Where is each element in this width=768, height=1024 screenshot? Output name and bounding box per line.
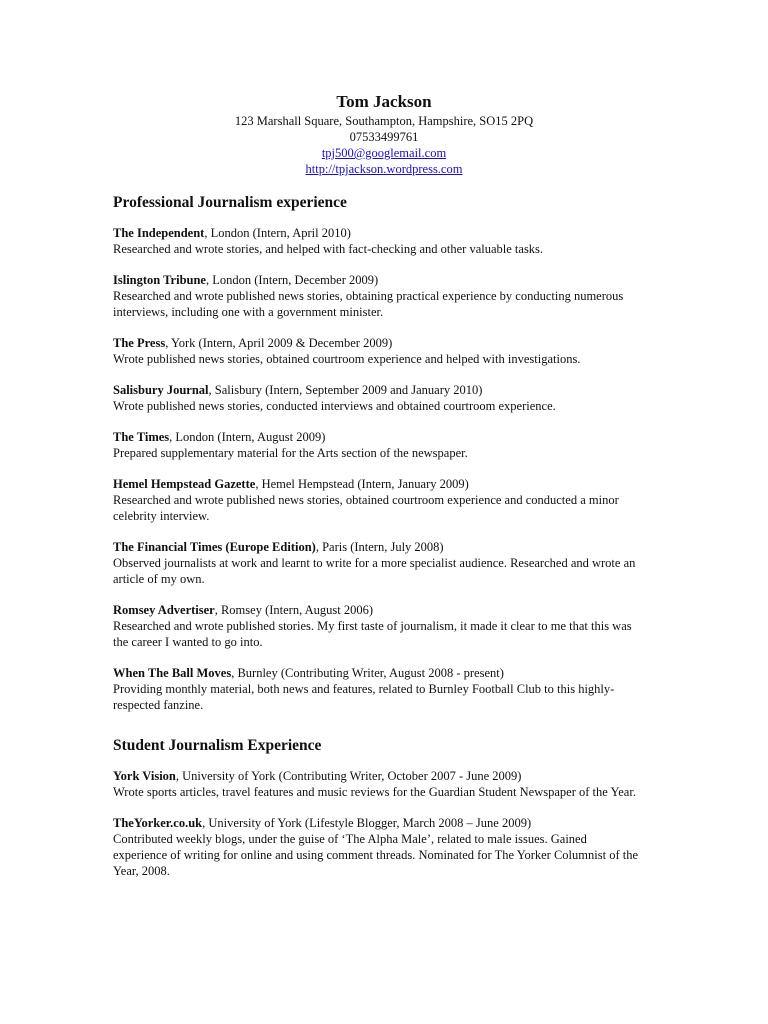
section-title: Student Journalism Experience xyxy=(113,737,322,754)
role-details: , London (Intern, August 2009) xyxy=(169,430,326,444)
role-details: , University of York (Contributing Writer, October 2007 - June 2009) xyxy=(175,769,522,783)
experience-entry xyxy=(113,602,643,650)
experience-entry xyxy=(113,476,643,524)
entry-description: Prepared supplementary material for the Arts section of the newspaper. xyxy=(113,446,468,460)
role-details: , London (Intern, December 2009) xyxy=(205,273,379,287)
employer-name: York Vision xyxy=(113,769,176,783)
role-details: , London (Intern, April 2010) xyxy=(204,226,351,240)
employer-name: When The Ball Moves xyxy=(113,666,232,680)
experience-entry xyxy=(113,429,643,461)
role-details: , Paris (Intern, July 2008) xyxy=(315,540,444,554)
experience-entry xyxy=(113,335,643,367)
website-link[interactable]: http://tpjackson.wordpress.com xyxy=(305,162,463,176)
professional-experience-section xyxy=(113,193,643,713)
experience-entry xyxy=(113,768,643,800)
entry-description: Providing monthly material, both news and features, related to Burnley Football Club to this highly-respected fanzine. xyxy=(113,682,615,712)
entry-description: Researched and wrote stories, and helped with fact-checking and other valuable tasks. xyxy=(113,242,544,256)
email-link[interactable]: tpj500@googlemail.com xyxy=(321,146,447,160)
section-title: Professional Journalism experience xyxy=(113,194,347,211)
experience-entry xyxy=(113,815,643,879)
experience-entry xyxy=(113,539,643,587)
entry-description: Wrote sports articles, travel features and music reviews for the Guardian Student Newspaper of the Year. xyxy=(113,785,636,799)
experience-entry xyxy=(113,225,643,257)
employer-name: The Independent xyxy=(113,226,205,240)
role-details: , University of York (Lifestyle Blogger, March 2008 – June 2009) xyxy=(202,816,532,830)
experience-entry xyxy=(113,382,643,414)
experience-entry xyxy=(113,272,643,320)
role-details: , York (Intern, April 2009 & December 2009) xyxy=(165,336,393,350)
employer-name: Romsey Advertiser xyxy=(113,603,215,617)
employer-name: Islington Tribune xyxy=(113,273,206,287)
candidate-name: Tom Jackson xyxy=(336,92,432,111)
entry-description: Observed journalists at work and learnt to write for a more specialist audience. Researched and wrote an article of my own. xyxy=(113,556,636,586)
entry-description: Wrote published news stories, obtained courtroom experience and helped with investigations. xyxy=(113,352,581,366)
role-details: , Burnley (Contributing Writer, August 2008 - present) xyxy=(231,666,504,680)
entry-description: Wrote published news stories, conducted interviews and obtained courtroom experience. xyxy=(113,399,556,413)
entry-description: Researched and wrote published stories. My first taste of journalism, it made it clear to me that this was the career I wanted to go into. xyxy=(113,619,632,649)
employer-name: Salisbury Journal xyxy=(113,383,209,397)
role-details: , Salisbury (Intern, September 2009 and January 2010) xyxy=(208,383,483,397)
employer-name: The Press xyxy=(113,336,166,350)
section-divider xyxy=(113,728,643,736)
experience-entry xyxy=(113,665,643,713)
entry-description: Contributed weekly blogs, under the guise of ‘The Alpha Male’, related to male issues. Gained experience of writing for online and using comment threads. Nominated for The Yorker Columnist of the Year, 2008. xyxy=(113,832,638,878)
student-experience-section xyxy=(113,736,643,879)
entry-description: Researched and wrote published news stories, obtaining practical experience by conducting numerous interviews, including one with a government minister. xyxy=(113,289,624,319)
role-details: , Hemel Hempstead (Intern, January 2009) xyxy=(255,477,469,491)
cv-body xyxy=(113,193,643,894)
employer-name: The Financial Times (Europe Edition) xyxy=(113,540,316,554)
phone-number: 07533499761 xyxy=(349,130,419,144)
employer-name: TheYorker.co.uk xyxy=(113,816,203,830)
employer-name: Hemel Hempstead Gazette xyxy=(113,477,256,491)
address: 123 Marshall Square, Southampton, Hampshire, SO15 2PQ xyxy=(234,114,534,128)
entry-description: Researched and wrote published news stories, obtained courtroom experience and conducted a minor celebrity interview. xyxy=(113,493,619,523)
cv-header xyxy=(0,92,768,177)
role-details: , Romsey (Intern, August 2006) xyxy=(214,603,374,617)
employer-name: The Times xyxy=(113,430,170,444)
